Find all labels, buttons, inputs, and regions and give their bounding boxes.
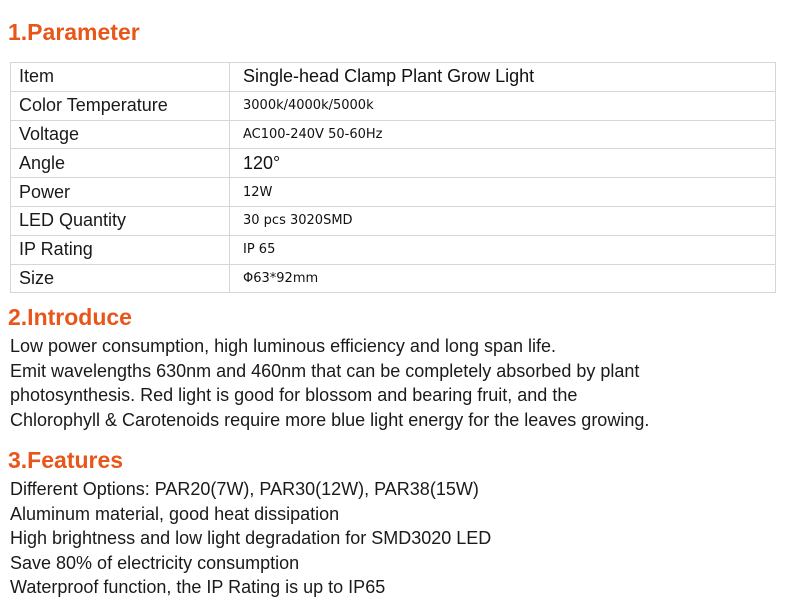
param-label-led-quantity: LED Quantity	[11, 206, 230, 235]
introduce-heading: 2.Introduce	[8, 304, 132, 330]
table-row	[11, 91, 776, 120]
param-label-ip-rating: IP Rating	[11, 235, 230, 264]
list-item: Aluminum material, good heat dissipation	[10, 503, 340, 524]
param-label-color-temperature: Color Temperature	[11, 91, 230, 120]
features-heading: 3.Features	[8, 447, 124, 473]
param-value-color-temperature: 3000k/4000k/5000k	[230, 91, 776, 120]
introduce-paragraph	[10, 334, 780, 432]
table-row	[11, 235, 776, 264]
param-label-power: Power	[11, 178, 230, 207]
introduce-line: Low power consumption, high luminous efficiency and long span life.	[10, 336, 556, 356]
param-label-item: Item	[11, 63, 230, 92]
features-list	[10, 477, 491, 600]
param-label-size: Size	[11, 264, 230, 293]
param-value-power: 12W	[230, 178, 776, 207]
list-item: Different Options: PAR20(7W), PAR30(12W), PAR38(15W)	[10, 479, 479, 499]
table-row	[11, 206, 776, 235]
table-row	[11, 264, 776, 293]
list-item: Save 80% of electricity consumption	[10, 552, 300, 573]
param-value-ip-rating: IP 65	[230, 235, 776, 264]
param-value-voltage: AC100-240V 50-60Hz	[230, 120, 776, 149]
introduce-line: Chlorophyll & Carotenoids require more blue light energy for the leaves growing.	[10, 409, 650, 430]
param-label-angle: Angle	[11, 149, 230, 178]
table-row	[11, 120, 776, 149]
list-item: High brightness and low light degradation for SMD3020 LED	[10, 528, 492, 548]
introduce-line: photosynthesis. Red light is good for blossom and bearing fruit, and the	[10, 385, 578, 405]
param-value-led-quantity: 30 pcs 3020SMD	[230, 206, 776, 235]
table-row	[11, 63, 776, 92]
parameter-heading: 1.Parameter	[8, 19, 140, 45]
list-item: Waterproof function, the IP Rating is up to IP65	[10, 577, 386, 597]
param-value-item: Single-head Clamp Plant Grow Light	[230, 63, 776, 92]
param-value-size: Φ63*92mm	[230, 264, 776, 293]
param-value-angle: 120°	[230, 149, 776, 178]
introduce-line: Emit wavelengths 630nm and 460nm that can be completely absorbed by plant	[10, 360, 640, 381]
parameter-table	[10, 62, 776, 293]
param-label-voltage: Voltage	[11, 120, 230, 149]
table-row	[11, 178, 776, 207]
table-row	[11, 149, 776, 178]
